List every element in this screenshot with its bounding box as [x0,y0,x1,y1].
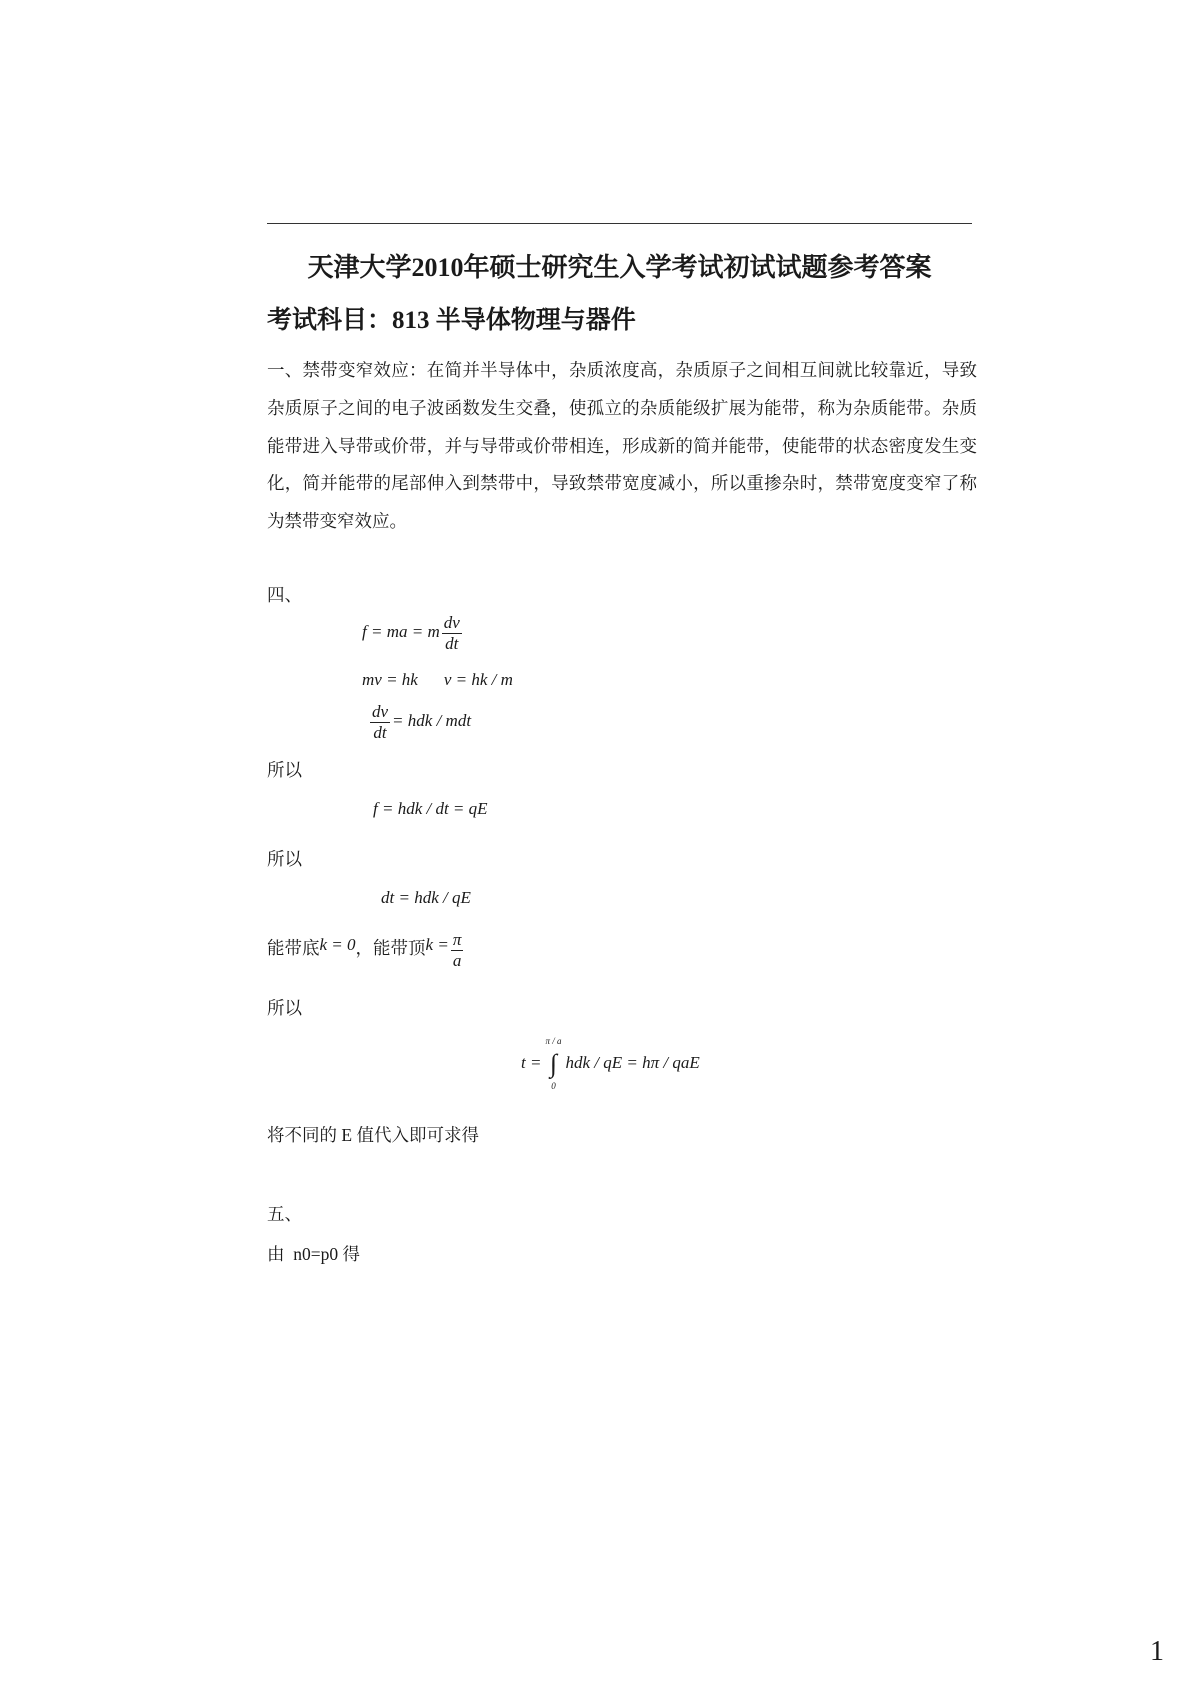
integral-sign [545,1036,561,1092]
eq3-numerator: dv [372,702,389,721]
eq1-fraction [442,613,462,653]
page-number: 1 [1150,1636,1164,1667]
eq3-denominator: dt [373,722,387,742]
eq1-numerator: dv [443,613,460,632]
equation-dt: dt = hdk / qE [381,888,471,907]
band-top-label: 能带顶 [373,938,426,959]
integral-lower-limit: 0 [551,1081,556,1091]
eq2-momentum: mv = hk [362,670,418,689]
so-label-2: 所以 [267,849,302,869]
section-4-heading: 四、 [267,585,302,605]
document-title: 天津大学2010年硕士研究生入学考试初试试题参考答案 [307,253,932,282]
section-5-text: 由 n0=p0 得 [267,1244,360,1264]
equation-integral [521,1036,700,1092]
so-label-3: 所以 [267,998,302,1018]
integral-upper-limit: π / a [545,1036,562,1046]
so-label-1: 所以 [267,760,302,780]
band-top-lhs: k = [425,935,449,955]
separator: ， [355,938,374,959]
eq1-lhs: f = ma = m [362,621,440,641]
band-top-fraction [451,930,464,970]
section-4-conclusion: 将不同的 E 值代入即可求得 [267,1125,479,1145]
band-top-numerator: π [452,930,462,949]
eq3-rhs: = hdk / mdt [392,710,472,730]
section-1-answer: 一、禁带变窄效应：在简并半导体中，杂质浓度高，杂质原子之间相互间就比较靠近，导致杂质原子之间的电子波函数发生交叠，使孤立的杂质能级扩展为能带，称为杂质能带。杂质能带进入导带或价带，并与导带或价带相连，形成新的简并能带，使能带的状态密度发生变化，简并能带的尾部伸入到禁带中，导致禁带宽度减小，所以重掺杂时，禁带宽度变窄了称为禁带变窄效应。 [267,360,977,532]
equation-force: f = hdk / dt = qE [373,799,488,818]
band-edges [267,930,465,970]
band-top-denominator: a [452,950,462,970]
exam-subject: 考试科目：813 半导体物理与器件 [267,307,636,334]
integral-symbol: ∫ [549,1049,558,1078]
section-5-heading: 五、 [267,1204,302,1224]
eq1-denominator: dt [445,633,459,653]
equation-dvdt [368,702,471,742]
band-bottom-eq: k = 0 [319,935,356,955]
eq3-fraction [370,702,390,742]
equation-newton [362,613,464,653]
eq6-rhs: hdk / qE = hπ / qaE [565,1052,700,1072]
eq2-velocity: v = hk / m [443,670,513,689]
equation-momentum [362,670,513,690]
header-rule [267,223,972,224]
band-bottom-label: 能带底 [267,938,320,959]
eq6-lhs: t = [521,1052,542,1072]
